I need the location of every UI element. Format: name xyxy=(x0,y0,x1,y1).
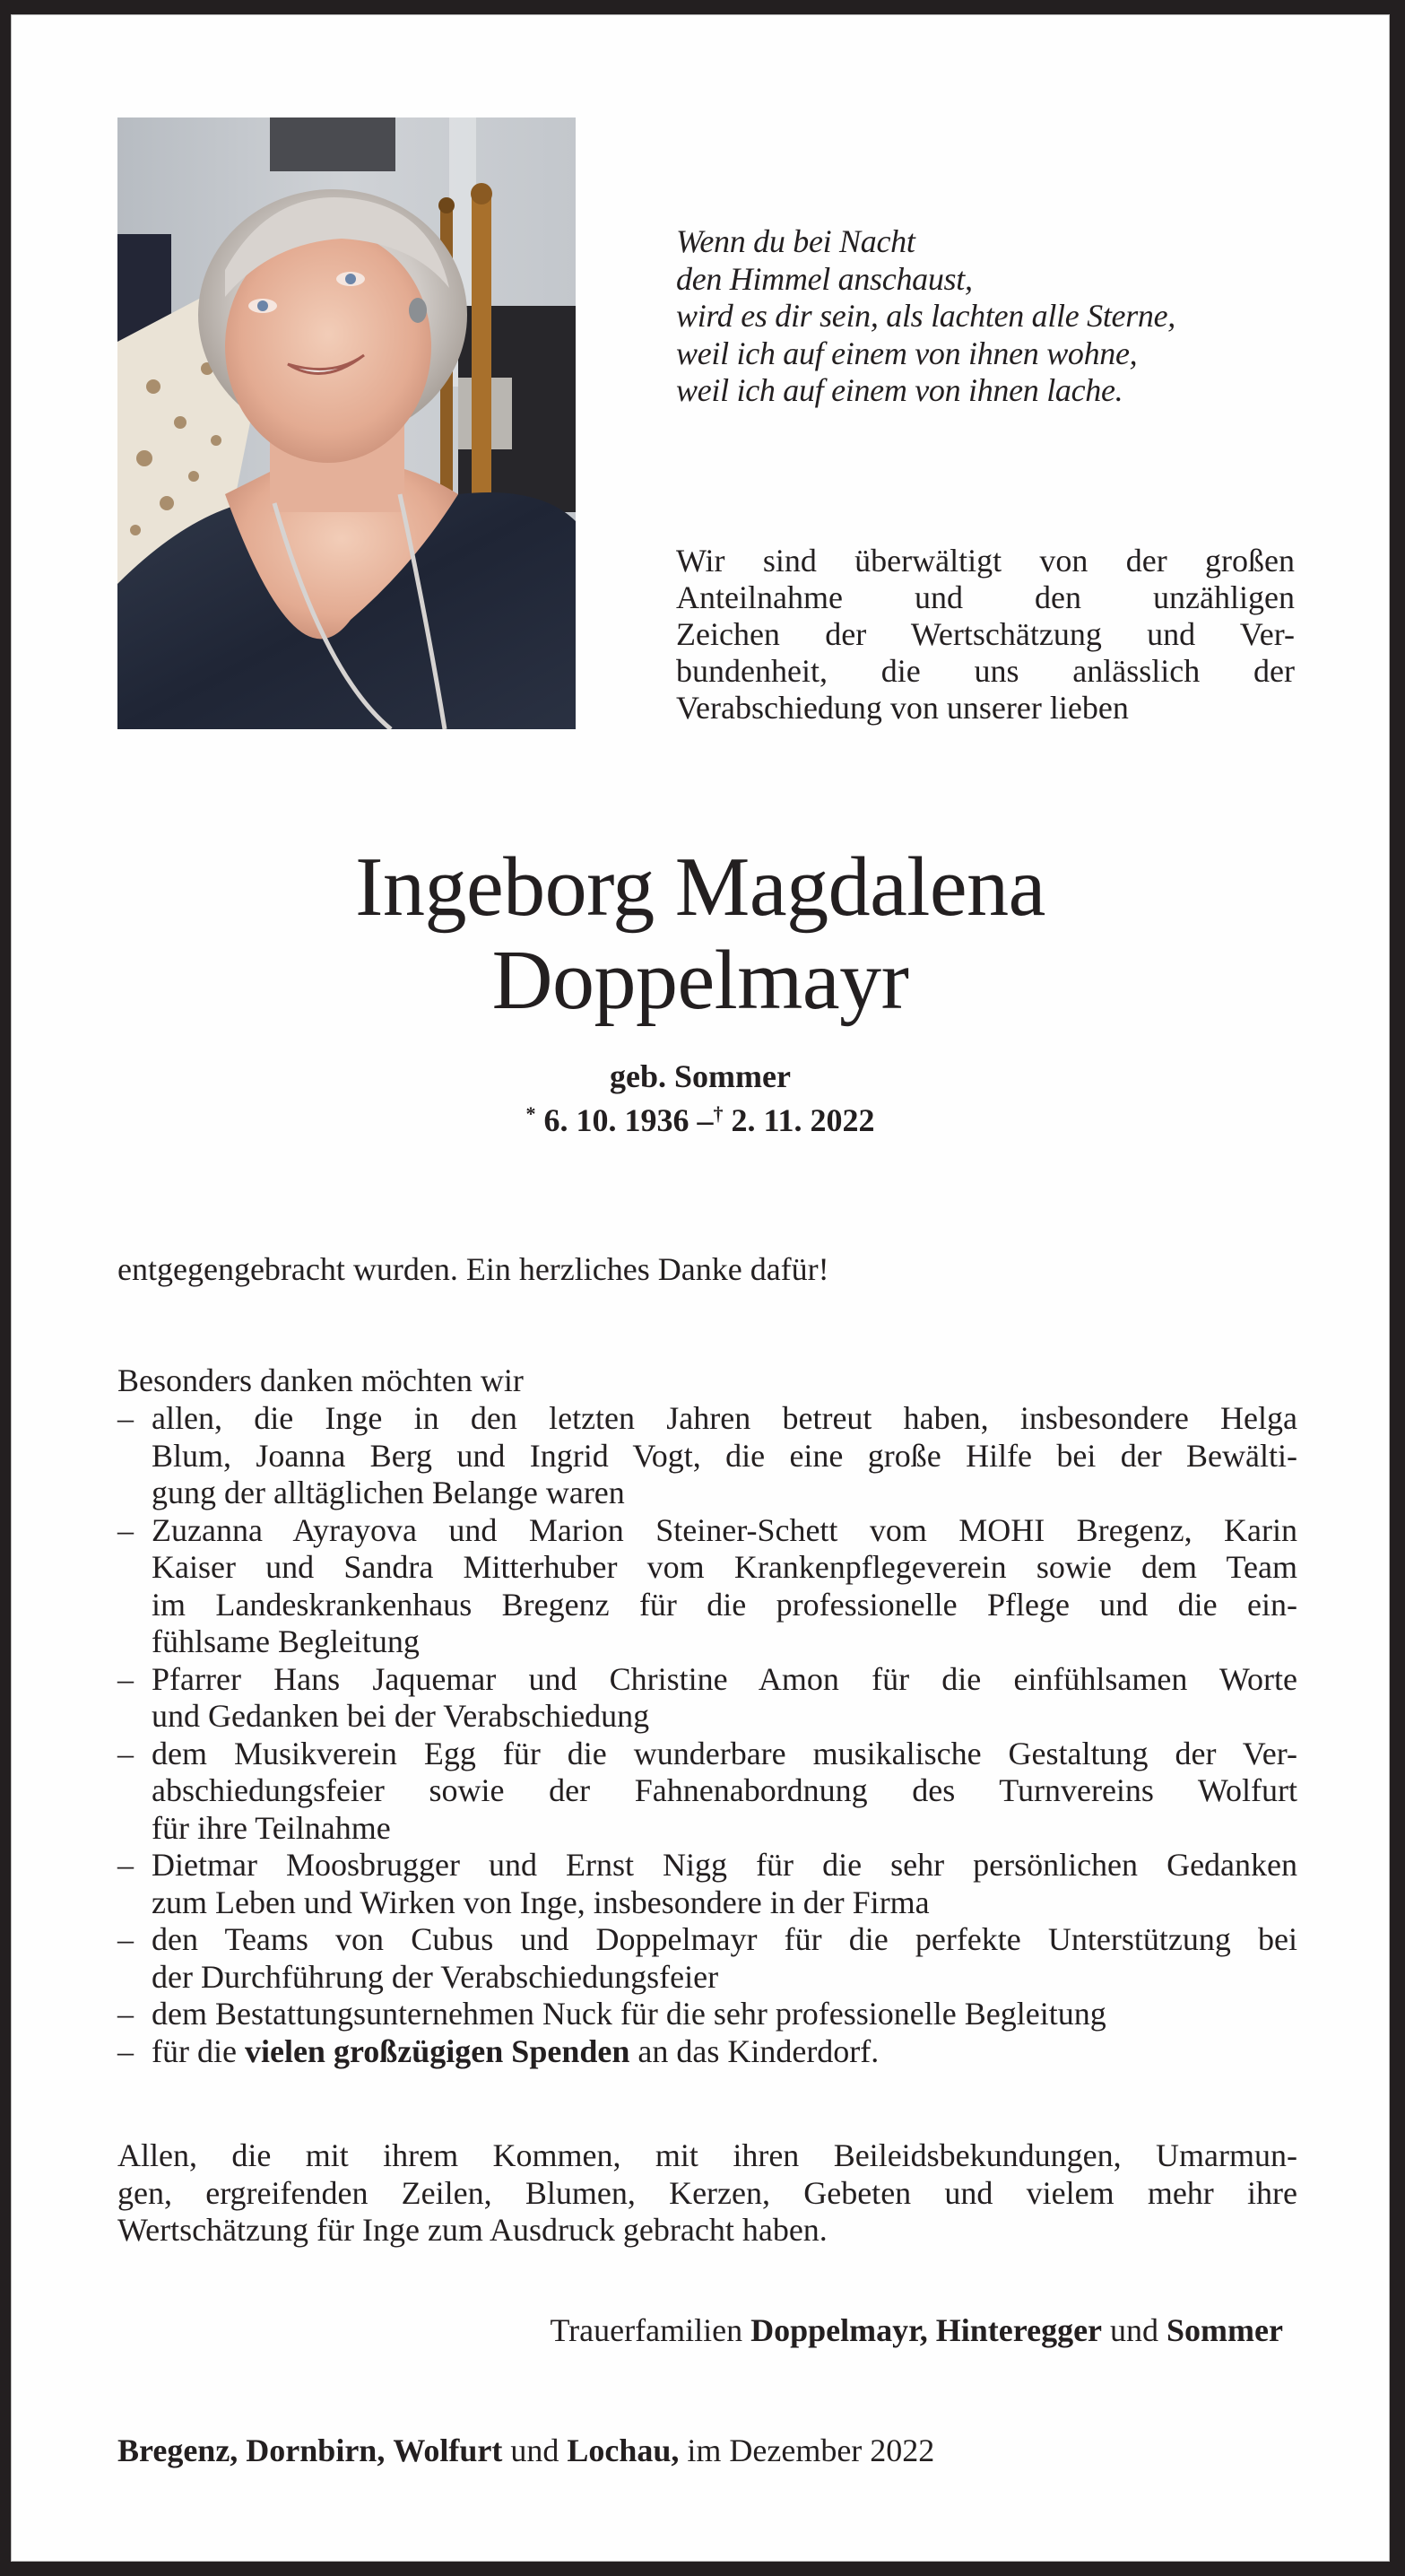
dash-bullet: – xyxy=(117,1735,134,1771)
list-item xyxy=(117,1661,1297,1736)
poem xyxy=(676,223,1322,410)
dash-bullet: – xyxy=(117,1847,134,1883)
list-item-line: Blum, Joanna Berg und Ingrid Vogt, die eine große Hilfe bei der Bewälti- xyxy=(152,1437,1297,1474)
intro-line: Verabschiedung von unserer lieben xyxy=(676,690,1129,726)
dash-bullet: – xyxy=(117,1921,134,1957)
list-item-line: im Landeskrankenhaus Bregenz für die professionelle Pflege und die ein- xyxy=(152,1586,1297,1623)
list-item-line: zum Leben und Wirken von Inge, insbesondere in der Firma xyxy=(152,1884,930,1920)
thanks-line: entgegengebracht wurden. Ein herzliches Danke dafür! xyxy=(117,1251,829,1287)
intro-line: Anteilnahme und den unzähligen xyxy=(676,579,1295,615)
list-item-line: dem Bestattungsunternehmen Nuck für die sehr professionelle Begleitung xyxy=(152,1996,1106,2032)
poem-line: weil ich auf einem von ihnen wohne, xyxy=(676,335,1138,371)
list-item-line: gung der alltäglichen Belange waren xyxy=(152,1475,625,1510)
list-item xyxy=(117,1400,1297,1512)
list-item-line: für ihre Teilnahme xyxy=(152,1809,391,1846)
list-item-line xyxy=(152,2033,1297,2071)
family-name: Sommer xyxy=(1166,2312,1283,2348)
intro-line: Zeichen der Wertschätzung und Ver- xyxy=(676,616,1295,652)
family-name: Doppelmayr, xyxy=(750,2312,928,2348)
list-item-line: allen, die Inge in den letzten Jahren betreut haben, insbesondere Helga xyxy=(152,1400,1297,1436)
closing-line: gen, ergreifenden Zeilen, Blumen, Kerzen, Gebeten und vielem mehr ihre xyxy=(117,2174,1297,2211)
signature-connector: und xyxy=(1110,2312,1159,2348)
date-text: im Dezember 2022 xyxy=(687,2432,935,2468)
intro-paragraph xyxy=(676,543,1295,727)
list-item xyxy=(117,1847,1297,1921)
birth-symbol: * xyxy=(525,1102,536,1125)
intro-line: Wir sind überwältigt von der großen xyxy=(676,543,1295,579)
place-name: Bregenz, xyxy=(117,2432,239,2468)
place-and-date xyxy=(117,2432,934,2469)
death-date: 2. 11. 2022 xyxy=(731,1102,875,1138)
list-item-line: der Durchführung der Verabschiedungsfeier xyxy=(152,1958,719,1995)
special-thanks-heading: Besonders danken möchten wir xyxy=(117,1362,524,1398)
family-signature xyxy=(550,2311,1283,2349)
place-connector: und xyxy=(510,2432,559,2468)
intro-line: bundenheit, die uns anlässlich der xyxy=(676,653,1295,689)
poem-line: wird es dir sein, als lachten alle Sterne, xyxy=(676,298,1176,334)
list-item xyxy=(117,1996,1297,2033)
poem-line: Wenn du bei Nacht xyxy=(676,223,915,259)
dash-bullet: – xyxy=(117,1660,134,1697)
obituary-page xyxy=(11,14,1390,2562)
list-item-line: fühlsame Begleitung xyxy=(152,1623,420,1659)
portrait-image xyxy=(117,117,576,729)
dash-bullet: – xyxy=(117,2032,134,2069)
special-thanks-list xyxy=(117,1400,1297,2070)
place-name: Dornbirn, xyxy=(246,2432,386,2468)
list-item xyxy=(117,1921,1297,1996)
list-item-line: Dietmar Moosbrugger und Ernst Nigg für die sehr persönlichen Gedanken xyxy=(152,1847,1297,1883)
list-item-line: Kaiser und Sandra Mitterhuber vom Krankenpflegeverein sowie dem Team xyxy=(152,1549,1297,1585)
list-item-line: abschiedungsfeier sowie der Fahnenabordnung des Turnvereins Wolfurt xyxy=(152,1772,1297,1808)
date-separator: – xyxy=(697,1102,714,1138)
death-symbol: † xyxy=(713,1102,724,1125)
place-name: Wolfurt xyxy=(393,2432,503,2468)
life-dates xyxy=(12,1095,1389,1139)
dash-bullet: – xyxy=(117,1400,134,1436)
list-item-line: den Teams von Cubus und Doppelmayr für die perfekte Unterstützung bei xyxy=(152,1921,1297,1957)
poem-line: den Himmel anschaust, xyxy=(676,260,973,297)
list-item-donations xyxy=(117,2033,1297,2071)
list-item xyxy=(117,1512,1297,1661)
dash-bullet: – xyxy=(117,1996,134,2032)
signature-prefix: Trauerfamilien xyxy=(550,2312,743,2348)
closing-line: Allen, die mit ihrem Kommen, mit ihren Beileidsbekundungen, Umarmun- xyxy=(117,2137,1297,2173)
deceased-name-line1: Ingeborg Magdalena xyxy=(355,840,1045,934)
list-item xyxy=(117,1736,1297,1848)
portrait-photo xyxy=(117,117,576,729)
birth-date: 6. 10. 1936 xyxy=(543,1102,689,1138)
family-name: Hinteregger xyxy=(935,2312,1103,2348)
list-item-line: Zuzanna Ayrayova und Marion Steiner-Schett vom MOHI Bregenz, Karin xyxy=(152,1511,1297,1548)
list-item-line: dem Musikverein Egg für die wunderbare musikalische Gestaltung der Ver- xyxy=(152,1735,1297,1771)
list-item-line: und Gedanken bei der Verabschiedung xyxy=(152,1698,650,1734)
deceased-name-line2: Doppelmayr xyxy=(491,934,909,1027)
donations-suffix: an das Kinderdorf. xyxy=(637,2032,880,2069)
dash-bullet: – xyxy=(117,1511,134,1548)
maiden-name: geb. Sommer xyxy=(610,1058,791,1094)
donations-highlight: vielen großzügigen Spenden xyxy=(244,2032,630,2069)
place-name: Lochau, xyxy=(567,2432,680,2468)
donations-prefix: für die xyxy=(152,2032,237,2069)
deceased-name xyxy=(12,840,1389,1027)
poem-line: weil ich auf einem von ihnen lache. xyxy=(676,372,1123,408)
list-item-line: Pfarrer Hans Jaquemar und Christine Amon für die einfühlsamen Worte xyxy=(152,1660,1297,1697)
closing-paragraph xyxy=(117,2137,1297,2250)
closing-line: Wertschätzung für Inge zum Ausdruck gebracht haben. xyxy=(117,2212,828,2248)
